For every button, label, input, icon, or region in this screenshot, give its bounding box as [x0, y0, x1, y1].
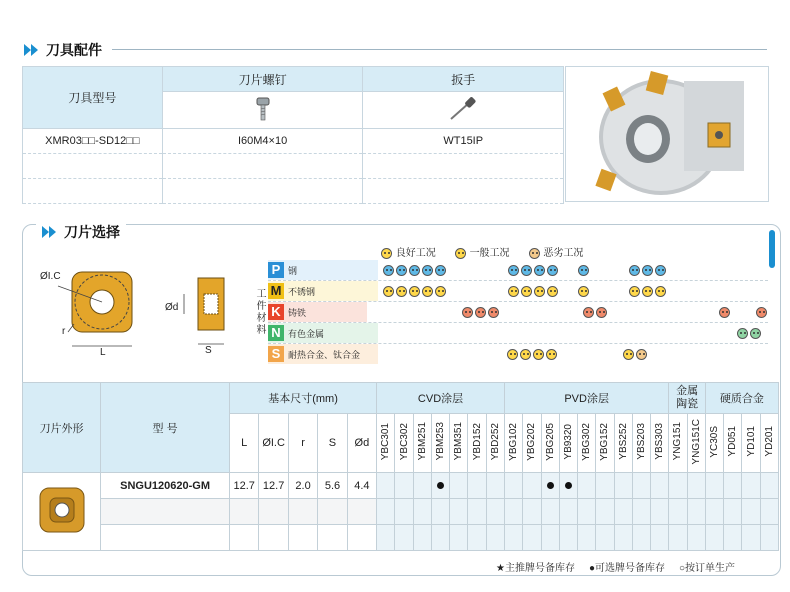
grade-table: [22, 382, 779, 551]
dim-header-l: L: [230, 414, 259, 473]
col-dims-header: 基本尺寸(mm): [230, 383, 377, 414]
group-pvd: PVD涂层: [504, 383, 668, 414]
accessories-table: [22, 66, 564, 204]
milling-cutter-image: [566, 67, 768, 201]
grade-header: YD101: [745, 426, 757, 457]
insert-image: [32, 480, 92, 540]
diagram-label-r: r: [62, 326, 66, 337]
material-letter-n: N: [268, 325, 284, 341]
side-tab: [769, 230, 775, 268]
legend-good: 良好工况: [380, 244, 436, 259]
group-cvd: CVD涂层: [377, 383, 505, 414]
grade-header: YBS252: [617, 423, 629, 460]
legend-star: ★主推牌号备库存: [496, 563, 575, 574]
available-dot-icon: [437, 482, 444, 489]
normal-condition-icon: [455, 248, 466, 259]
legend-dot: ●可选牌号备库存: [588, 563, 666, 574]
grade-header: YBG102: [508, 422, 520, 461]
legend-bad: 恶劣工况: [528, 244, 584, 259]
grade-header: YBD252: [489, 422, 501, 461]
material-name-k: 铸铁: [288, 307, 307, 318]
wrench-image-cell: [363, 92, 564, 129]
material-faces-k: [367, 302, 768, 322]
accessory-screw: I60M4×10: [162, 129, 363, 154]
accessories-title-wrap: [24, 40, 102, 60]
grade-header: YB9320: [562, 423, 574, 460]
grade-header: YC30S: [709, 425, 721, 458]
section-divider: [112, 49, 767, 50]
group-cermet: 金属陶瓷: [669, 383, 706, 414]
grade-header: YBS303: [654, 423, 666, 460]
material-faces-p: [378, 260, 768, 280]
diagram-label-d: Ød: [165, 302, 179, 313]
available-dot-icon: [547, 482, 554, 489]
material-row-n: [268, 323, 768, 344]
col-model-header: 型 号: [101, 383, 230, 473]
material-letter-k: K: [268, 304, 284, 320]
accessories-title: 刀具配件: [46, 42, 102, 58]
dim-header-s: S: [318, 414, 347, 473]
selection-title: 刀片选择: [64, 224, 120, 240]
cutter-photo: [565, 66, 769, 202]
diagram-label-s: S: [205, 345, 212, 356]
diagram-label-l: L: [100, 347, 106, 358]
condition-legend: [380, 244, 583, 259]
grade-header: YNG151C: [690, 418, 702, 465]
table-row: [23, 473, 779, 499]
legend-normal: 一般工况: [454, 244, 510, 259]
diagram-label-ic: ØI.C: [40, 271, 61, 282]
double-arrow-icon: [24, 44, 40, 56]
dim-s: 5.6: [318, 473, 347, 499]
good-condition-icon: [381, 248, 392, 259]
accessory-wrench: WT15IP: [363, 129, 564, 154]
available-dot-icon: [565, 482, 572, 489]
table-row: [23, 525, 779, 551]
bad-condition-icon: [529, 248, 540, 259]
dim-ic: 12.7: [259, 473, 288, 499]
material-name-m: 不锈钢: [288, 286, 316, 297]
material-row-m: [268, 281, 768, 302]
legend-circle: ○按订单生产: [679, 563, 736, 574]
grade-header: YBS203: [635, 423, 647, 460]
grade-header: YBG202: [526, 422, 538, 461]
insert-geometry-diagram: [38, 262, 248, 362]
accessory-model: XMR03□□-SD12□□: [23, 129, 163, 154]
material-name-s: 耐热合金、钛合金: [288, 349, 361, 360]
dim-r: 2.0: [288, 473, 317, 499]
material-row-p: [268, 260, 768, 281]
grade-header: YBM251: [416, 422, 428, 461]
screw-icon: [243, 96, 283, 122]
material-faces-s: [378, 344, 768, 364]
selection-title-wrap: [36, 222, 126, 242]
grade-header: YNG151: [672, 422, 684, 461]
grade-header: YBG152: [599, 422, 611, 461]
material-name-n: 有色金属: [288, 328, 325, 339]
group-carbide: 硬质合金: [705, 383, 778, 414]
workpiece-material-label: 工件材料: [254, 288, 265, 336]
material-letter-s: S: [268, 346, 284, 362]
material-matrix: [268, 260, 768, 364]
material-letter-m: M: [268, 283, 284, 299]
col-wrench-header: 扳手: [363, 67, 564, 92]
material-name-p: 钢: [288, 265, 298, 276]
material-row-k: [268, 302, 768, 323]
material-faces-m: [378, 281, 768, 301]
col-model-header: 刀具型号: [23, 67, 163, 129]
grade-header: YBM253: [435, 422, 447, 461]
insert-shape-cell: [23, 473, 101, 551]
dim-header-r: r: [288, 414, 317, 473]
dim-header-d: Ød: [347, 414, 376, 473]
dim-d: 4.4: [347, 473, 376, 499]
grade-header: YBC301: [380, 422, 392, 461]
col-shape-header: 刀片外形: [23, 383, 101, 473]
grade-header: YBD152: [471, 422, 483, 461]
footer-legend: [496, 559, 735, 574]
material-faces-n: [378, 323, 768, 343]
grade-header: YBG205: [544, 422, 556, 461]
grade-header: YD201: [763, 426, 775, 457]
wrench-icon: [443, 95, 483, 123]
dim-l: 12.7: [230, 473, 259, 499]
double-arrow-icon: [42, 226, 58, 238]
insert-model: SNGU120620-GM: [101, 473, 230, 499]
grade-header: YBM351: [453, 422, 465, 461]
table-row: [23, 499, 779, 525]
grade-header: YBC302: [398, 422, 410, 461]
grade-header: YBG302: [581, 422, 593, 461]
grade-header: YD051: [727, 426, 739, 457]
col-screw-header: 刀片螺钉: [162, 67, 363, 92]
material-letter-p: P: [268, 262, 284, 278]
screw-image-cell: [162, 92, 363, 129]
material-row-s: [268, 344, 768, 364]
dim-header-ic: ØI.C: [259, 414, 288, 473]
